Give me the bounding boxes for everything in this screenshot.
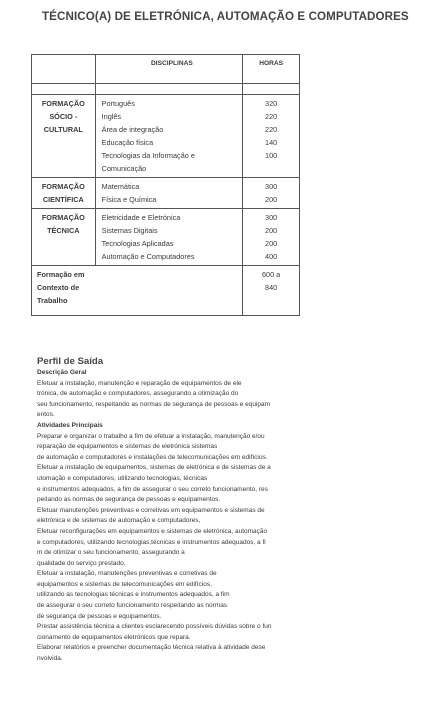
text-line: Prestar assistência técnica a clientes esclarecendo possíveis dúvidas sobre o fun [37,623,272,631]
table-row-socio-cultural [32,95,300,178]
text-line: Efetuar a instalação, manutenção e reparação de equipamentos de ele [37,379,242,387]
text-line: trónica, de automação e computadores, assegurando a otimização do [37,390,239,398]
text-line: de assegurar o seu correto funcionamento respeitando as normas [37,602,228,610]
perfil-de-saida-section [37,355,422,665]
atividades-principais-heading: Atividades Principais [37,421,103,429]
text-line: qualidade do serviço prestado. [37,559,126,567]
header-formacao-cell [32,55,96,84]
horas-value: 140 [265,138,278,147]
disciplinas-cell [95,95,243,178]
horas-value: 300 [265,213,278,222]
horas-value: 100 [265,151,278,160]
text-line: utomação e computadores, utilizando tecnologias, técnicas [37,474,208,482]
text-line: eletrónica e de sistemas de automação e computadores, [37,517,201,525]
atividades-principais-text [37,432,422,665]
text-line: utilizando as tecnologias técnicas e instrumentos adequados, a fim [37,591,230,599]
text-line: de automação e computadores e instalações de telecomunicações em edifícios. [37,453,268,461]
descricao-geral-text [37,379,422,421]
disciplina: Sistemas Digitais [101,226,158,235]
disciplina: Área de integração [101,125,164,134]
text-line: nvolvida. [37,655,63,663]
formacao-line: SÓCIO - [49,112,78,121]
text-line: e computadores, utilizando tecnologias,técnicas e instrumentos adequados, a fi [37,538,266,546]
horas-value: 200 [265,226,278,235]
disciplina: Inglês [101,112,122,121]
table-row-contexto-trabalho [32,266,300,316]
formacao-line: FORMAÇÃO [41,182,85,191]
horas-value: 400 [265,252,278,261]
horas-cell [243,178,300,209]
formacao-line: CULTURAL [43,125,83,134]
text-line: de segurança de pessoas e equipamentos. [37,612,162,620]
horas-value: 200 [265,239,278,248]
header-horas: HORAS [243,55,300,84]
section-title: Perfil de Saída [37,356,104,367]
formacao-cell [32,95,96,178]
text-line: reparação de equipamentos e sistemas de eletrónica sistemas [37,443,218,451]
document-title: TÉCNICO(A) DE ELETRÓNICA, AUTOMAÇÃO E COMPUTADORES [42,10,409,23]
horas-value: 200 [265,195,278,204]
text-line: peitando as normas de segurança de pessoas e equipamentos. [37,496,221,504]
disciplina: Física e Química [101,195,157,204]
disciplina: Português [101,99,135,108]
disciplina: Tecnologias da Informação e [101,151,195,160]
formacao-line: TÉCNICA [47,226,80,235]
text-line: m de otimizar o seu funcionamento, assegurando a [37,549,185,557]
disciplina: Eletricidade e Eletrónica [101,213,181,222]
text-line: Efetuar a instalação de equipamentos, sistemas de eletrónica e de sistemas de a [37,464,271,472]
contexto-line: Formação em [37,270,85,279]
horas-value: 220 [265,125,278,134]
formacao-cell [32,178,96,209]
formacao-cell [32,209,96,266]
text-line: Efetuar a instalação, manutenções preventivas e corretivas de [37,570,217,578]
horas-cell [243,95,300,178]
disciplina: Automação e Computadores [101,252,195,261]
text-line: e instrumentos adequados, a fim de assegurar o seu correto funcionamento, res [37,485,268,493]
text-line: Efetuar manutenções preventivas e corretivas em equipamentos e sistemas de [37,506,265,514]
horas-value: 220 [265,112,278,121]
disciplina: Tecnologias Aplicadas [101,239,174,248]
horas-value: 320 [265,99,278,108]
descricao-geral-heading: Descrição Geral [37,369,87,376]
text-line: Elaborar relatórios e preencher documentação técnica relativa à atividade dese [37,644,266,652]
contexto-line: Contexto de [37,283,80,292]
horas-value: 840 [265,283,278,292]
text-line: cionamento de equipamentos eletrónicos que repara. [37,633,191,641]
contexto-line: Trabalho [37,296,68,305]
text-line: seu funcionamento, respeitando as normas de segurança de pessoas e equipam [37,400,271,408]
table-row-tecnica [32,209,300,266]
horas-value: 300 [265,182,278,191]
contexto-cell [32,266,243,316]
header-disciplinas: DISCIPLINAS [95,55,243,84]
table-header-row [32,55,300,84]
text-line: equipamentos e sistemas de telecomunicações em edifícios, [37,580,212,588]
horas-value: 600 a [261,270,281,279]
text-line: Preparar e organizar o trabalho a fim de efetuar a instalação, manutenção e/ou [37,432,265,440]
formacao-line: FORMAÇÃO [41,99,85,108]
curriculum-table [31,54,300,316]
disciplinas-cell [95,209,243,266]
formacao-line: FORMAÇÃO [41,213,85,222]
horas-cell [243,209,300,266]
disciplina: Comunicação [101,164,147,173]
disciplina: Educação física [101,138,154,147]
contexto-horas-cell [243,266,300,316]
text-line: entos. [37,411,55,419]
disciplinas-cell [95,178,243,209]
text-line: Efetuar reconfigurações em equipamentos e sistemas de eletrónica, automação [37,527,268,535]
disciplina: Matemática [101,182,140,191]
formacao-line: CIENTÍFICA [42,195,84,204]
spacer-row [32,84,300,95]
table-row-cientifica [32,178,300,209]
